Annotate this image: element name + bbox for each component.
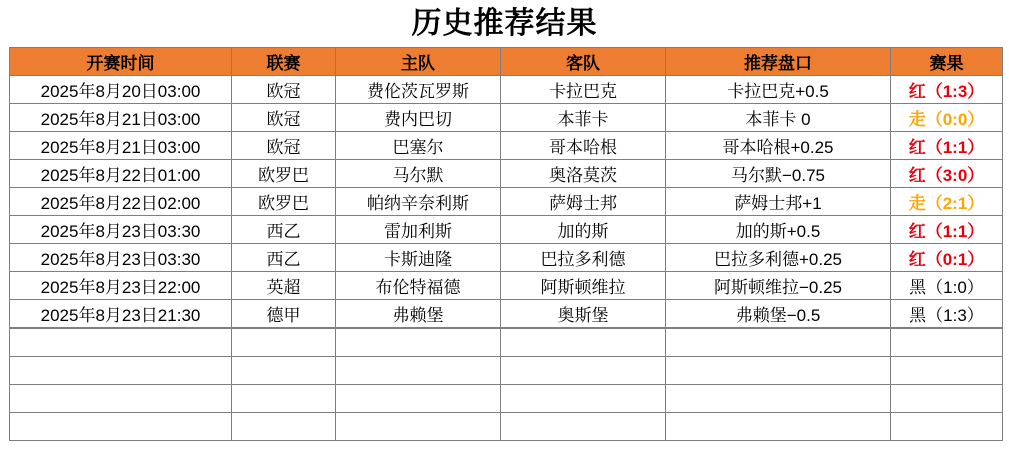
table-row xyxy=(10,160,1003,188)
table-row xyxy=(10,300,1003,328)
cell-home-team: 费伦茨瓦罗斯 xyxy=(336,76,501,104)
cell-pick: 卡拉巴克+0.5 xyxy=(666,76,891,104)
cell-time: 2025年8月21日03:00 xyxy=(10,132,232,160)
column-header-time: 开赛时间 xyxy=(10,48,232,76)
empty-cell xyxy=(10,385,232,413)
page-title: 历史推荐结果 xyxy=(411,7,598,40)
history-results-table xyxy=(9,47,1003,328)
cell-away-team: 奥斯堡 xyxy=(501,300,666,328)
cell-result: 红（3:0） xyxy=(891,160,1003,188)
empty-row xyxy=(10,329,1003,357)
column-header-recommended-handicap: 推荐盘口 xyxy=(666,48,891,76)
cell-home-team: 帕纳辛奈利斯 xyxy=(336,188,501,216)
cell-result: 红（1:1） xyxy=(891,132,1003,160)
cell-league: 欧罗巴 xyxy=(232,188,336,216)
cell-result: 红（0:1） xyxy=(891,244,1003,272)
empty-cell xyxy=(891,413,1003,441)
cell-result: 红（1:3） xyxy=(891,76,1003,104)
cell-result: 走（0:0） xyxy=(891,104,1003,132)
table-body xyxy=(10,76,1003,328)
cell-league: 德甲 xyxy=(232,300,336,328)
empty-cell xyxy=(336,413,501,441)
table-header-row xyxy=(10,48,1003,76)
cell-league: 欧冠 xyxy=(232,76,336,104)
empty-rows-area xyxy=(9,328,1003,441)
column-header-result: 赛果 xyxy=(891,48,1003,76)
cell-pick: 本菲卡 0 xyxy=(666,104,891,132)
empty-cell xyxy=(336,385,501,413)
table-row xyxy=(10,104,1003,132)
table-row xyxy=(10,188,1003,216)
cell-league: 英超 xyxy=(232,272,336,300)
empty-cell xyxy=(501,329,666,357)
empty-cell xyxy=(232,413,336,441)
table-header xyxy=(10,48,1003,76)
cell-time: 2025年8月23日22:00 xyxy=(10,272,232,300)
empty-cell xyxy=(501,385,666,413)
cell-away-team: 萨姆士邦 xyxy=(501,188,666,216)
cell-home-team: 费内巴切 xyxy=(336,104,501,132)
empty-cell xyxy=(232,357,336,385)
empty-row xyxy=(10,385,1003,413)
cell-pick: 弗赖堡−0.5 xyxy=(666,300,891,328)
cell-time: 2025年8月22日02:00 xyxy=(10,188,232,216)
cell-away-team: 奥洛莫茨 xyxy=(501,160,666,188)
table-row xyxy=(10,272,1003,300)
cell-time: 2025年8月21日03:00 xyxy=(10,104,232,132)
cell-league: 欧罗巴 xyxy=(232,160,336,188)
empty-cell xyxy=(666,385,891,413)
cell-time: 2025年8月22日01:00 xyxy=(10,160,232,188)
cell-time: 2025年8月20日03:00 xyxy=(10,76,232,104)
cell-time: 2025年8月23日21:30 xyxy=(10,300,232,328)
cell-pick: 加的斯+0.5 xyxy=(666,216,891,244)
cell-away-team: 阿斯顿维拉 xyxy=(501,272,666,300)
table-row xyxy=(10,132,1003,160)
empty-cell xyxy=(666,329,891,357)
cell-league: 欧冠 xyxy=(232,104,336,132)
cell-pick: 马尔默−0.75 xyxy=(666,160,891,188)
cell-time: 2025年8月23日03:30 xyxy=(10,216,232,244)
empty-cell xyxy=(501,357,666,385)
table-row xyxy=(10,216,1003,244)
cell-away-team: 卡拉巴克 xyxy=(501,76,666,104)
cell-home-team: 卡斯迪隆 xyxy=(336,244,501,272)
cell-pick: 哥本哈根+0.25 xyxy=(666,132,891,160)
table-row xyxy=(10,76,1003,104)
cell-result: 红（1:1） xyxy=(891,216,1003,244)
cell-away-team: 加的斯 xyxy=(501,216,666,244)
empty-cell xyxy=(232,385,336,413)
empty-cell xyxy=(336,329,501,357)
cell-away-team: 本菲卡 xyxy=(501,104,666,132)
cell-league: 欧冠 xyxy=(232,132,336,160)
table-row xyxy=(10,244,1003,272)
empty-cell xyxy=(891,357,1003,385)
empty-cell xyxy=(666,413,891,441)
empty-cell xyxy=(10,357,232,385)
cell-league: 西乙 xyxy=(232,244,336,272)
cell-pick: 萨姆士邦+1 xyxy=(666,188,891,216)
empty-row xyxy=(10,357,1003,385)
cell-away-team: 哥本哈根 xyxy=(501,132,666,160)
cell-result: 走（2:1） xyxy=(891,188,1003,216)
column-header-away-team: 客队 xyxy=(501,48,666,76)
column-header-home-team: 主队 xyxy=(336,48,501,76)
empty-cell xyxy=(666,357,891,385)
empty-cell xyxy=(336,357,501,385)
cell-home-team: 巴塞尔 xyxy=(336,132,501,160)
empty-cell xyxy=(891,385,1003,413)
empty-cell xyxy=(10,329,232,357)
empty-cell xyxy=(891,329,1003,357)
cell-home-team: 布伦特福德 xyxy=(336,272,501,300)
empty-cell xyxy=(501,413,666,441)
cell-home-team: 弗赖堡 xyxy=(336,300,501,328)
cell-pick: 巴拉多利德+0.25 xyxy=(666,244,891,272)
cell-pick: 阿斯顿维拉−0.25 xyxy=(666,272,891,300)
column-header-league: 联赛 xyxy=(232,48,336,76)
empty-cell xyxy=(232,329,336,357)
cell-result: 黑（1:3） xyxy=(891,300,1003,328)
cell-away-team: 巴拉多利德 xyxy=(501,244,666,272)
cell-league: 西乙 xyxy=(232,216,336,244)
empty-row xyxy=(10,413,1003,441)
empty-cell xyxy=(10,413,232,441)
cell-time: 2025年8月23日03:30 xyxy=(10,244,232,272)
cell-home-team: 雷加利斯 xyxy=(336,216,501,244)
cell-result: 黑（1:0） xyxy=(891,272,1003,300)
cell-home-team: 马尔默 xyxy=(336,160,501,188)
